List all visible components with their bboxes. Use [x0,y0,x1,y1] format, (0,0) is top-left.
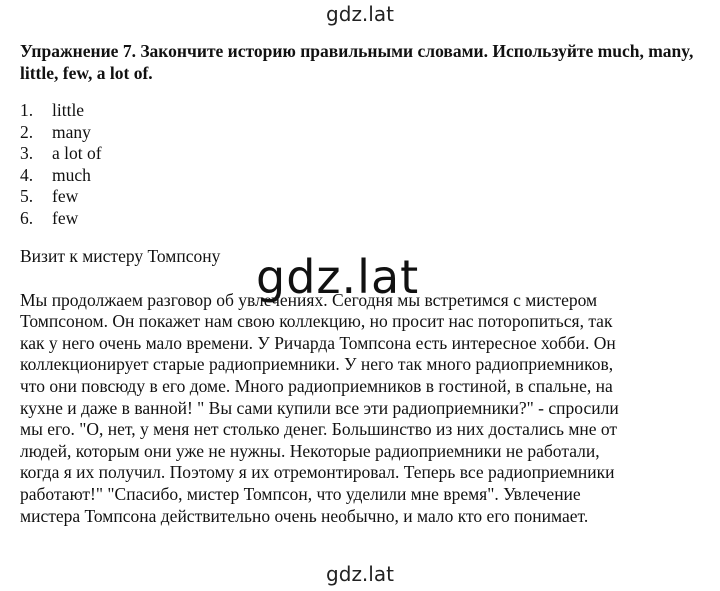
story-line: мистера Томпсона действительно очень необычно, и мало кто его понимает. [20,505,589,526]
answer-list [20,100,700,230]
story-line: Мы продолжаем разговор об увлечениях. Сегодня мы встретимся с мистером [20,289,598,310]
story-line: коллекционирует старые радиоприемники. У него так много радиоприемников, [20,354,614,375]
answer-number: 1. [20,100,34,120]
answer-word: a lot of [52,143,102,164]
answer-number: 3. [20,143,34,164]
watermark-middle: gdz.lat [256,250,420,304]
answer-number: 5. [20,186,34,207]
story-line: людей, которым они уже не нужны. Некоторые радиоприемники не работали, [20,440,600,461]
answer-word: many [52,121,91,142]
answer-word: little [52,100,85,120]
answer-item [20,208,700,230]
answer-number: 4. [20,164,34,185]
answer-item [20,186,700,208]
exercise-heading: Упражнение 7. Закончите историю правильными словами. Используйте much, many, little, few, a lot of. [20,41,694,83]
story-line: кухне и даже в ванной! " Вы сами купили все эти радиоприемники?" - спросили [20,397,619,418]
story-text [20,290,700,528]
answer-number: 2. [20,121,34,142]
answer-word: few [52,207,79,228]
answer-item [20,100,700,122]
watermark-top: gdz.lat [326,2,394,26]
answer-item [20,122,700,144]
story-line: Томпсоном. Он покажет нам свою коллекцию, но просит нас поторопиться, так [20,311,613,332]
answer-word: much [52,164,91,185]
answer-item [20,143,700,165]
answer-word: few [52,186,79,207]
story-line: когда я их получил. Поэтому я их отремонтировал. Теперь все радиоприемники [20,462,615,483]
story-line: как у него очень мало времени. У Ричарда Томпсона есть интересное хобби. Он [20,332,616,353]
story-line: что они повсюду в его доме. Много радиоприемников в гостиной, в спальне, на [20,375,613,396]
watermark-bottom: gdz.lat [326,562,394,586]
answer-number: 6. [20,207,34,228]
answer-item [20,165,700,187]
story-title: Визит к мистеру Томпсону [20,245,221,266]
story-line: мы его. "О, нет, у меня нет столько денег. Большинство из них достались мне от [20,419,618,440]
story-line: работают!" "Спасибо, мистер Томпсон, что уделили мне время". Увлечение [20,483,581,504]
